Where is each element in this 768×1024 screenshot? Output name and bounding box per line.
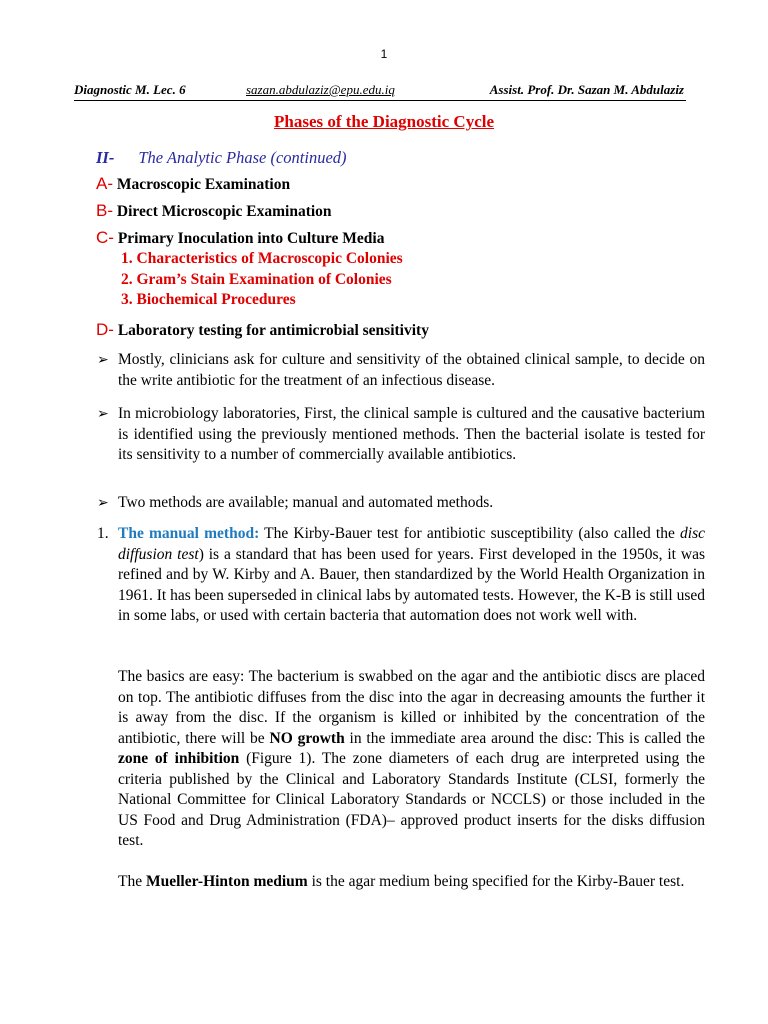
disc-diffusion-term: disc diffusion test — [118, 525, 705, 563]
manual-method-paragraph — [118, 524, 705, 627]
manual-text-2: ) is a standard that has been used for years. First developed in the 1950s, it was refined and by W. Kirby and A. Bauer, then standardized by the World Health Organization in 1961. It has been superseded in clinical labs by automated tests. However, the K-B is still used in some labs, or used with certain bacteria that automation does not work well with. — [118, 545, 705, 624]
basics-paragraph — [118, 667, 705, 852]
basics-text-1: The basics are easy: The bacterium is swabbed on the agar and the antibiotic discs are placed on top. The antibiotic diffuses from the disc into the agar in decreasing amounts the further it is away from the disc. If the organism is killed or inhibited by the concentration of the antibiotic, there will be — [118, 668, 705, 747]
item-a — [96, 174, 290, 194]
manual-method-label: The manual method: — [118, 525, 260, 542]
item-letter: A- — [96, 174, 113, 193]
manual-text-1: The Kirby-Bauer test for antibiotic susceptibility (also called the — [264, 525, 675, 542]
mh-text-1: The — [118, 873, 143, 890]
bullet-arrow-icon: ➢ — [97, 496, 109, 511]
subitem-1: 1. Characteristics of Macroscopic Colonies — [121, 250, 403, 267]
zone-of-inhibition-term: zone of inhibition — [118, 750, 240, 767]
header-lecture: Diagnostic M. Lec. 6 — [74, 82, 186, 97]
bullet-arrow-icon: ➢ — [97, 407, 109, 422]
header-divider — [74, 100, 686, 101]
bullet-paragraph-1: Mostly, clinicians ask for culture and sensitivity of the obtained clinical sample, to decide on the write antibiotic for the treatment of an infectious disease. — [118, 351, 705, 389]
mh-text-2: is the agar medium being specified for the Kirby-Bauer test. — [311, 873, 685, 890]
document-title: Phases of the Diagnostic Cycle — [273, 112, 495, 131]
section-number: II- — [96, 148, 115, 167]
item-letter: B- — [96, 201, 113, 220]
header-email-text: sazan.abdulaziz@epu.edu.iq — [246, 82, 395, 97]
section-title: The Analytic Phase (continued) — [138, 148, 347, 167]
manual-method-number: 1. — [97, 525, 109, 542]
item-text: Macroscopic Examination — [116, 176, 291, 193]
bullet-arrow-icon: ➢ — [97, 353, 109, 368]
basics-text-3: (Figure 1). The zone diameters of each drug are interpreted using the criteria published by the Clinical and Laboratory Standards Institute (CLSI, formerly the National Committee for Clinical Laboratory Standards or NCCLS) or those included in the US Food and Drug Administration (FDA)– approved product inserts for the disks diffusion test. — [118, 750, 705, 849]
item-letter: D- — [96, 320, 114, 339]
section-heading — [96, 148, 347, 168]
bullet-paragraph-3: Two methods are available; manual and automated methods. — [118, 494, 494, 511]
header-author: Assist. Prof. Dr. Sazan M. Abdulaziz — [489, 82, 684, 97]
bullet-paragraph-2: In microbiology laboratories, First, the clinical sample is cultured and the causative bacterium is identified using the previously mentioned methods. Then the bacterial isolate is tested for its sensitivity to a number of commercially available antibiotics. — [118, 405, 705, 463]
no-growth-term: NO growth — [269, 729, 345, 747]
item-text: Primary Inoculation into Culture Media — [117, 230, 385, 247]
mueller-hinton-paragraph — [118, 872, 705, 893]
item-letter: C- — [96, 228, 114, 247]
subitem-2: 2. Gram’s Stain Examination of Colonies — [121, 271, 392, 288]
page-header — [74, 82, 684, 102]
item-b — [96, 201, 332, 221]
basics-text-2: in the immediate area around the disc: This is called the — [349, 729, 705, 747]
item-c — [96, 228, 384, 248]
item-text: Laboratory testing for antimicrobial sensitivity — [117, 322, 429, 339]
mueller-hinton-term: Mueller-Hinton medium — [145, 873, 308, 890]
subitem-3: 3. Biochemical Procedures — [121, 291, 296, 308]
item-d — [96, 320, 429, 340]
item-text: Direct Microscopic Examination — [116, 203, 332, 220]
page-number: 1 — [380, 47, 388, 61]
